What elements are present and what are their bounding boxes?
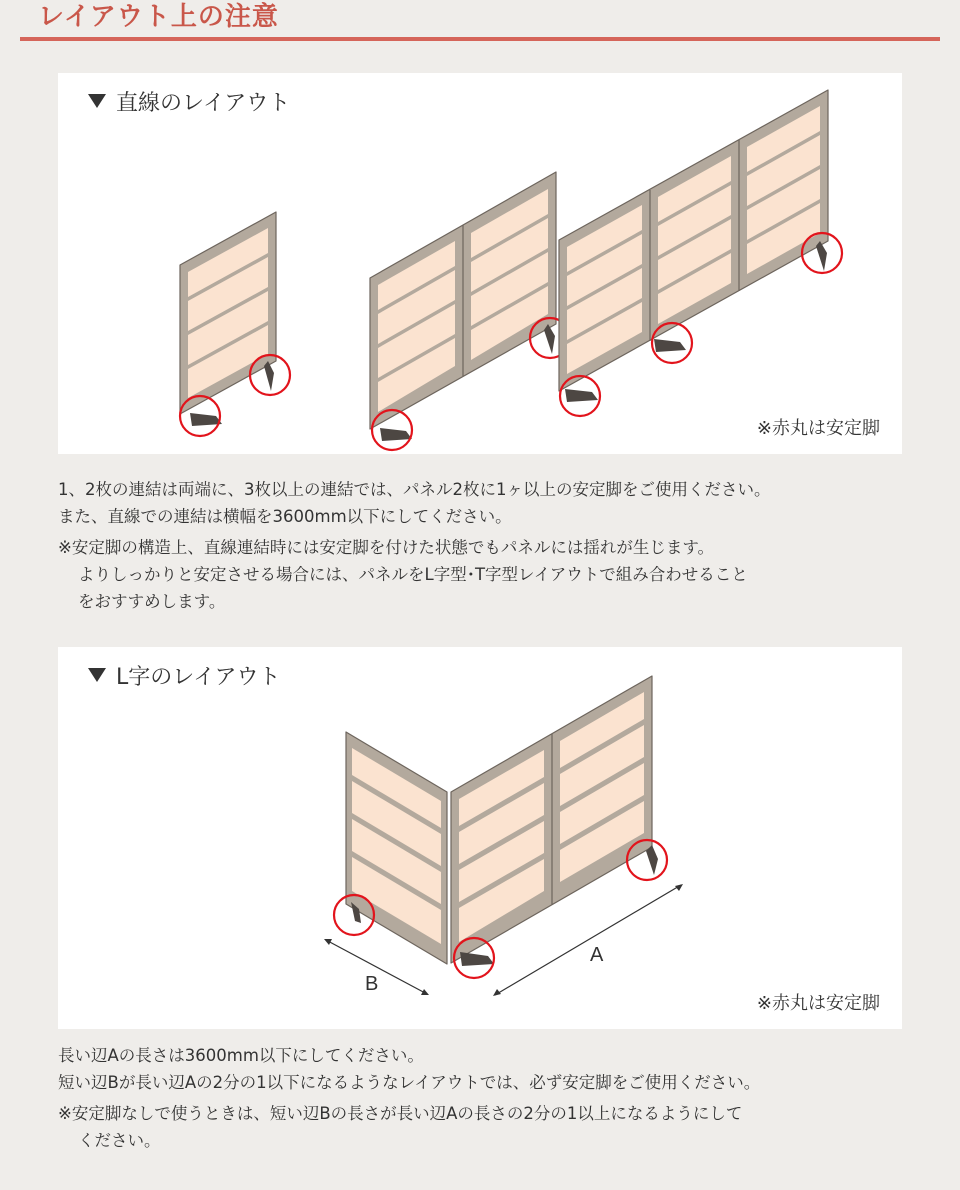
straight-layout-illustration [58,73,902,454]
l-layout-heading: L字のレイアウト [88,663,281,693]
triple-panel-figure [559,90,842,416]
straight-note-line-2: よりしっかりと安定させる場合には、パネルをL字型･T字型レイアウトで組み合わせること [78,565,748,584]
stabilizer-note: ※赤丸は安定脚 [756,418,880,439]
straight-text-line-2: また、直線での連結は横幅を3600mm以下にしてください。 [58,507,512,526]
l-text-line-1: 長い辺Aの長さは3600mm以下にしてください。 [58,1046,424,1065]
l-text-line-2: 短い辺Bが長い辺Aの2分の1以下になるようなレイアウトでは、必ず安定脚をご使用ください。 [58,1073,761,1092]
straight-note-line-1: ※安定脚の構造上、直線連結時には安定脚を付けた状態でもパネルには揺れが生じます。 [58,538,715,557]
l-note-line-2: ください。 [78,1131,161,1150]
stabilizer-note: ※赤丸は安定脚 [756,993,880,1014]
straight-layout-text [58,476,928,615]
straight-note-line-3: をおすすめします。 [78,592,226,611]
l-layout-panel [58,647,902,1029]
l-layout-illustration [58,647,902,1029]
straight-layout-heading: 直線のレイアウト [88,89,290,119]
l-short-side-panel [346,732,447,964]
l-layout-text [58,1042,928,1154]
straight-text-line-1: 1、2枚の連結は両端に、3枚以上の連結では、パネル2枚に1ヶ以上の安定脚をご使用ください。 [58,480,771,499]
single-panel-figure [180,212,290,436]
title-underline [20,37,940,41]
dimension-label-b: B [365,973,379,995]
l-note-line-1: ※安定脚なしで使うときは、短い辺Bの長さが長い辺Aの長さの2分の1以上になるようにして [58,1104,743,1123]
page-title: レイアウト上の注意 [38,2,279,32]
double-panel-figure [370,172,570,450]
dimension-label-a: A [590,944,604,966]
straight-layout-panel [58,73,902,454]
